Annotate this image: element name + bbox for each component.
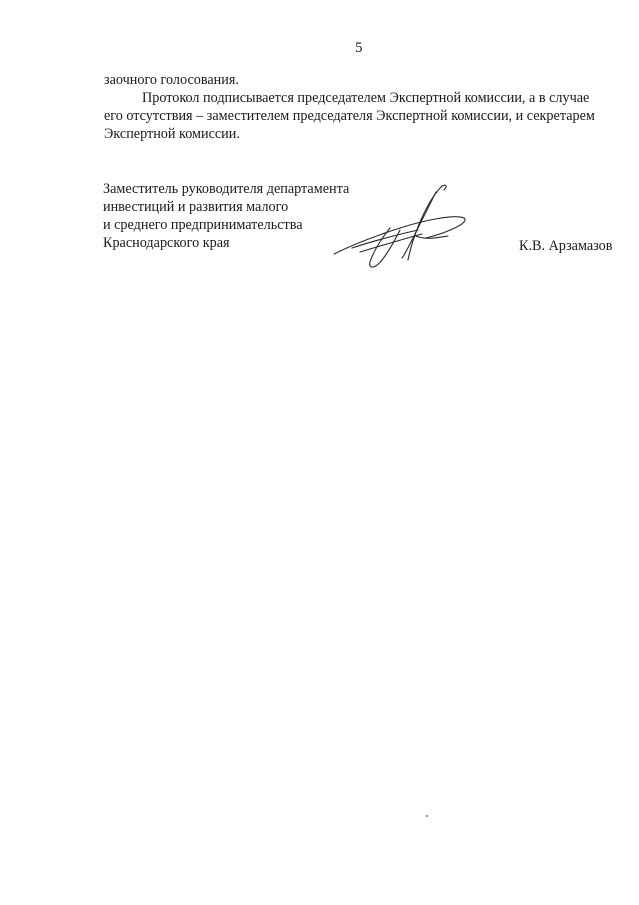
body-line: заочного голосования. (104, 72, 239, 88)
document-body (104, 71, 624, 143)
scan-speck (426, 815, 428, 817)
paragraph-line-3: Экспертной комиссии. (104, 126, 240, 142)
paragraph-line-2: его отсутствия – заместителем председателя Экспертной комиссии, и секретарем (104, 108, 595, 124)
handwritten-signature (330, 180, 470, 275)
paragraph-line-1: Протокол подписывается председателем Экспертной комиссии, а в случае (142, 90, 590, 106)
position-line-1: Заместитель руководителя департамента (103, 181, 350, 197)
position-line-2: инвестиций и развития малого (103, 199, 289, 215)
signer-name: К.В. Арзамазов (519, 238, 613, 254)
protocol-paragraph (104, 89, 624, 143)
position-line-3: и среднего предпринимательства (103, 217, 303, 233)
page-number: 5 (355, 40, 363, 56)
position-line-4: Краснодарского края (103, 235, 230, 251)
signatory-position (103, 180, 349, 252)
